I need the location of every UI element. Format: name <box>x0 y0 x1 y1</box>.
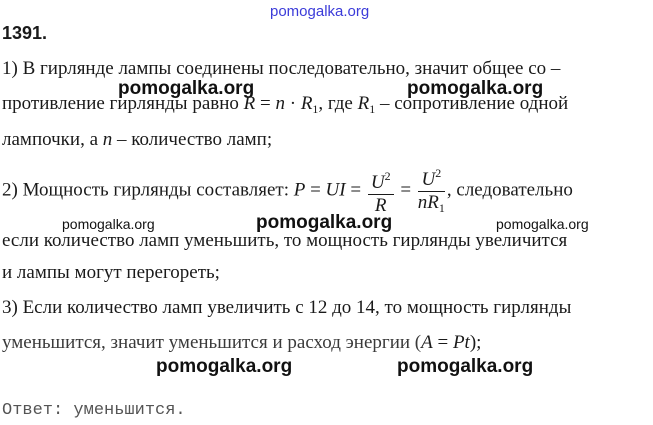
var-Pt: Pt <box>452 332 470 353</box>
var-P: P <box>293 179 306 201</box>
p1-line1: 1) В гирлянде лампы соединены последовательно, значит общее со – <box>2 58 561 79</box>
p1-line2-text-c: – сопротивление одной <box>375 93 569 114</box>
frac2-superscript: 2 <box>435 166 442 180</box>
equals-sign-4: = <box>432 332 453 353</box>
equals-sign-3: = <box>395 179 416 201</box>
dot-operator: · <box>284 93 301 114</box>
var-n-b: n <box>102 129 113 150</box>
p2-line1 <box>2 162 573 219</box>
p2-line3: и лампы могут перегореть; <box>2 262 220 283</box>
watermark-1: pomogalka.org <box>118 78 255 99</box>
frac2-numerator: U <box>421 169 436 190</box>
fraction-U2-over-R <box>368 165 394 217</box>
var-R: R <box>243 93 256 114</box>
p2-line1-text-a: 2) Мощность гирлянды составляет: <box>2 179 294 201</box>
var-UI: UI <box>325 179 346 201</box>
answer: Ответ: уменьшится. <box>2 401 186 420</box>
p1-line3-text-a: лампочки, а <box>2 129 103 150</box>
p3-line2-text-b: ); <box>469 332 482 353</box>
p1-line3 <box>2 129 272 151</box>
watermark-2: pomogalka.org <box>407 78 544 99</box>
frac1-numerator: U <box>370 171 385 193</box>
subscript-1-b: 1 <box>369 102 376 116</box>
p1-line3-text-b: – количество ламп; <box>112 129 273 150</box>
watermark-top: pomogalka.org <box>270 3 370 20</box>
problem-number: 1391. <box>2 23 48 43</box>
equals-sign: = <box>255 93 276 114</box>
var-R1-b: R <box>357 93 370 114</box>
equals-sign-1: = <box>305 179 326 201</box>
p3-line1: 3) Если количество ламп увеличить с 12 до 14, то мощность гирлянды <box>2 297 572 318</box>
p1-line2-text-a: противление гирлянды равно <box>2 93 244 114</box>
watermark-4: pomogalka.org <box>256 212 393 233</box>
watermark-3: pomogalka.org <box>62 216 155 232</box>
watermark-6: pomogalka.org <box>156 356 293 377</box>
p3-line2 <box>2 332 481 354</box>
subscript-1: 1 <box>312 102 319 116</box>
watermark-7: pomogalka.org <box>397 356 534 377</box>
p2-line2: если количество ламп уменьшить, то мощность гирлянды увеличится <box>2 230 568 251</box>
frac2-subscript: 1 <box>438 201 445 215</box>
equals-sign-2: = <box>345 179 366 201</box>
p3-line2-text-a: уменьшится, значит уменьшится и расход энергии ( <box>2 332 422 353</box>
var-n: n <box>275 93 285 114</box>
p1-line2 <box>2 93 568 120</box>
frac1-denominator: R <box>374 194 387 216</box>
p1-line2-text-b: , где <box>318 93 358 114</box>
frac2-denominator: nR <box>417 192 439 213</box>
var-A: A <box>421 332 433 353</box>
fraction-U2-over-nR1 <box>418 162 445 219</box>
var-R1: R <box>300 93 313 114</box>
frac1-superscript: 2 <box>384 168 391 183</box>
p2-line1-text-b: , следовательно <box>446 179 573 201</box>
watermark-5: pomogalka.org <box>496 216 589 232</box>
